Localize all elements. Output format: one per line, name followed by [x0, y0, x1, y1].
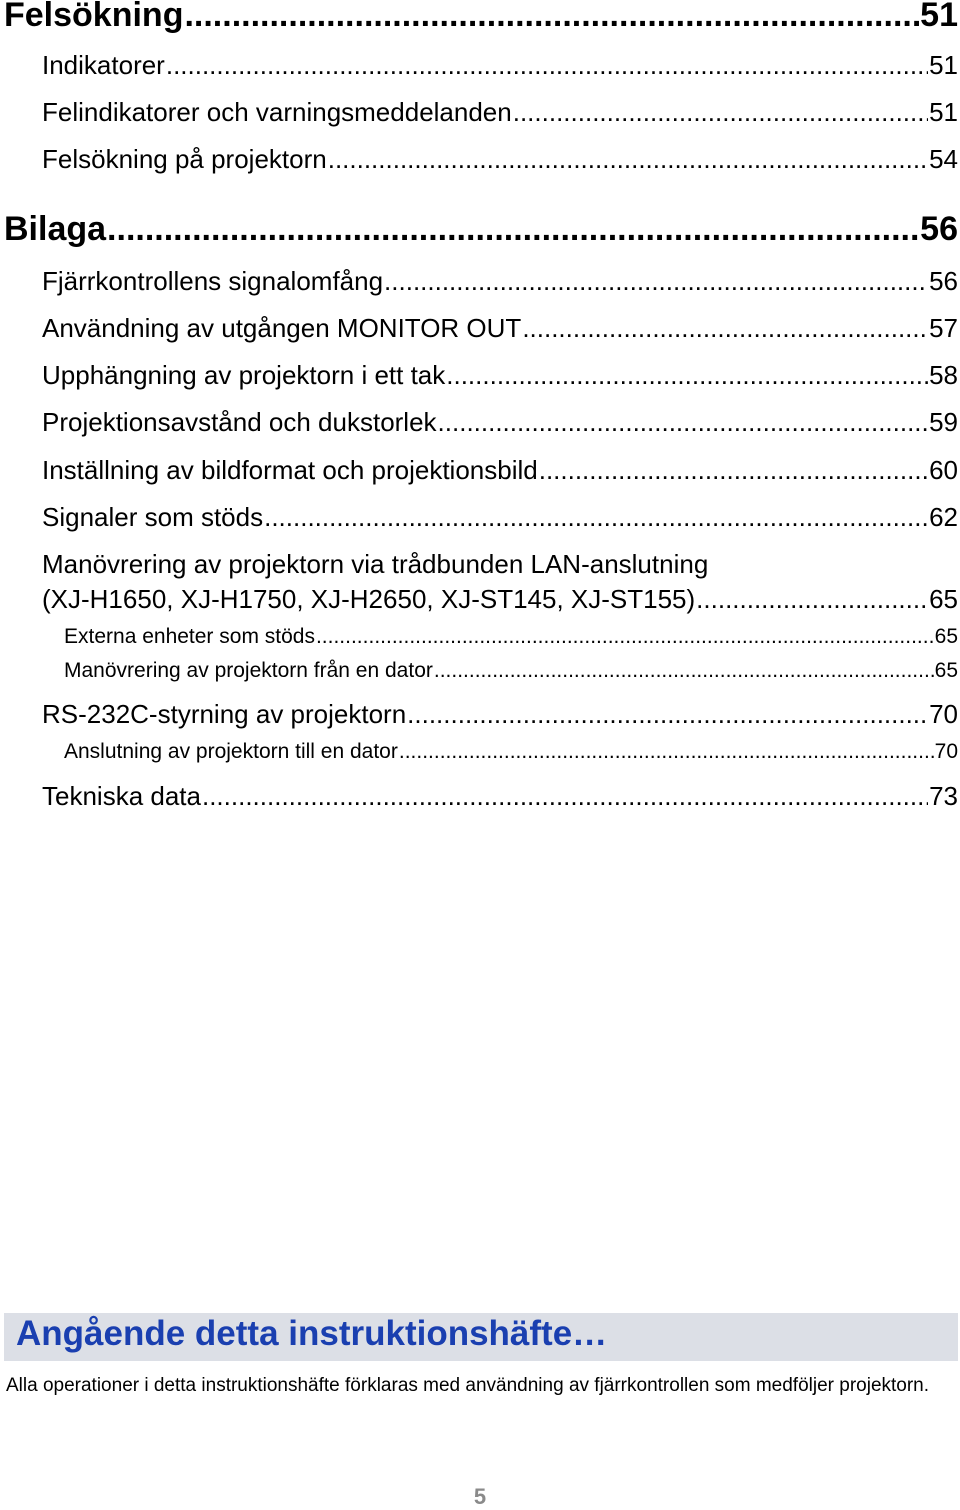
dot-leader — [264, 502, 928, 533]
toc-entry-title: Externa enheter som stöds — [64, 625, 315, 648]
toc-entry-title: Användning av utgången MONITOR OUT — [42, 313, 522, 343]
toc-entry-title: Felindikatorer och varningsmeddelanden — [42, 97, 512, 127]
dot-leader — [434, 659, 934, 683]
toc-entry-title: Anslutning av projektorn till en dator — [64, 740, 398, 763]
dot-leader — [407, 699, 928, 730]
toc-entry-page: 51 — [929, 97, 958, 127]
toc-entry-projektionsavstand[interactable] — [42, 407, 958, 438]
dot-leader — [166, 50, 928, 81]
toc-entry-monitor-out[interactable] — [42, 313, 958, 344]
toc-entry-bilaga[interactable] — [4, 210, 958, 249]
toc-entry-bildformat[interactable] — [42, 455, 958, 486]
toc-entry-title: Felsökning på projektorn — [42, 144, 327, 174]
toc-entry-page: 54 — [929, 144, 958, 174]
dot-leader — [522, 313, 928, 344]
toc-entry-felindikatorer[interactable] — [42, 97, 958, 128]
toc-entry-lan-line1[interactable]: Manövrering av projektorn via trådbunden LAN-anslutning — [42, 549, 709, 579]
toc-entry-title: (XJ-H1650, XJ-H1750, XJ-H2650, XJ-ST145, XJ-ST155) — [42, 584, 696, 614]
dot-leader — [399, 740, 934, 764]
dot-leader — [384, 266, 928, 297]
dot-leader — [446, 360, 928, 391]
toc-entry-title: RS-232C-styrning av projektorn — [42, 699, 407, 729]
toc-entry-title: Manövrering av projektorn från en dator — [64, 659, 433, 682]
toc-entry-page: 59 — [929, 407, 958, 437]
toc-entry-page: 51 — [929, 50, 958, 80]
toc-entry-title: Projektionsavstånd och dukstorlek — [42, 407, 437, 437]
toc-entry-title: Inställning av bildformat och projektionsbild — [42, 455, 538, 485]
toc-entry-page: 51 — [920, 0, 958, 34]
toc-entry-anslutning[interactable] — [64, 740, 958, 764]
toc-entry-fjarrkontroll[interactable] — [42, 266, 958, 297]
toc-entry-title: Felsökning — [4, 0, 184, 34]
toc-entry-page: 62 — [929, 502, 958, 532]
toc-entry-page: 65 — [934, 625, 958, 648]
toc-entry-page: 56 — [929, 266, 958, 296]
toc-entry-manovrering-dator[interactable] — [64, 659, 958, 683]
toc-entry-page: 70 — [929, 699, 958, 729]
dot-leader — [184, 0, 919, 35]
toc-entry-felsokning[interactable] — [4, 0, 958, 35]
toc-entry-title: Fjärrkontrollens signalomfång — [42, 266, 384, 296]
page-number: 5 — [473, 1484, 487, 1509]
toc-entry-page: 65 — [929, 584, 958, 614]
dot-leader — [539, 455, 928, 486]
toc-entry-title: Indikatorer — [42, 50, 165, 80]
toc-entry-lan[interactable] — [42, 584, 958, 615]
toc-entry-indikatorer[interactable] — [42, 50, 958, 81]
toc-entry-page: 60 — [929, 455, 958, 485]
toc-entry-externa[interactable] — [64, 625, 958, 649]
dot-leader — [696, 584, 928, 615]
toc-entry-page: 70 — [934, 740, 958, 763]
about-section-text: Alla operationer i detta instruktionshäfte förklaras med användning av fjärrkontrollen som medföljer projektorn. — [6, 1375, 930, 1396]
toc-entry-title: Tekniska data — [42, 781, 201, 811]
dot-leader — [107, 210, 919, 249]
toc-entry-title: Upphängning av projektorn i ett tak — [42, 360, 446, 390]
toc-entry-upphangning[interactable] — [42, 360, 958, 391]
toc-entry-rs232[interactable] — [42, 699, 958, 730]
dot-leader — [328, 144, 928, 175]
toc-entry-page: 56 — [920, 210, 958, 248]
toc-entry-felsokning-projektorn[interactable] — [42, 144, 958, 175]
dot-leader — [513, 97, 928, 128]
toc-entry-page: 57 — [929, 313, 958, 343]
toc-entry-signaler[interactable] — [42, 502, 958, 533]
dot-leader — [202, 781, 928, 812]
dot-leader — [438, 407, 929, 438]
toc-entry-tekniska[interactable] — [42, 781, 958, 812]
toc-entry-title: Bilaga — [4, 210, 107, 248]
toc-entry-page: 73 — [929, 781, 958, 811]
toc-entry-title: Signaler som stöds — [42, 502, 264, 532]
about-section-title: Angående detta instruktionshäfte… — [16, 1314, 608, 1353]
toc-entry-page: 65 — [934, 659, 958, 682]
toc-entry-page: 58 — [929, 360, 958, 390]
dot-leader — [316, 625, 934, 649]
